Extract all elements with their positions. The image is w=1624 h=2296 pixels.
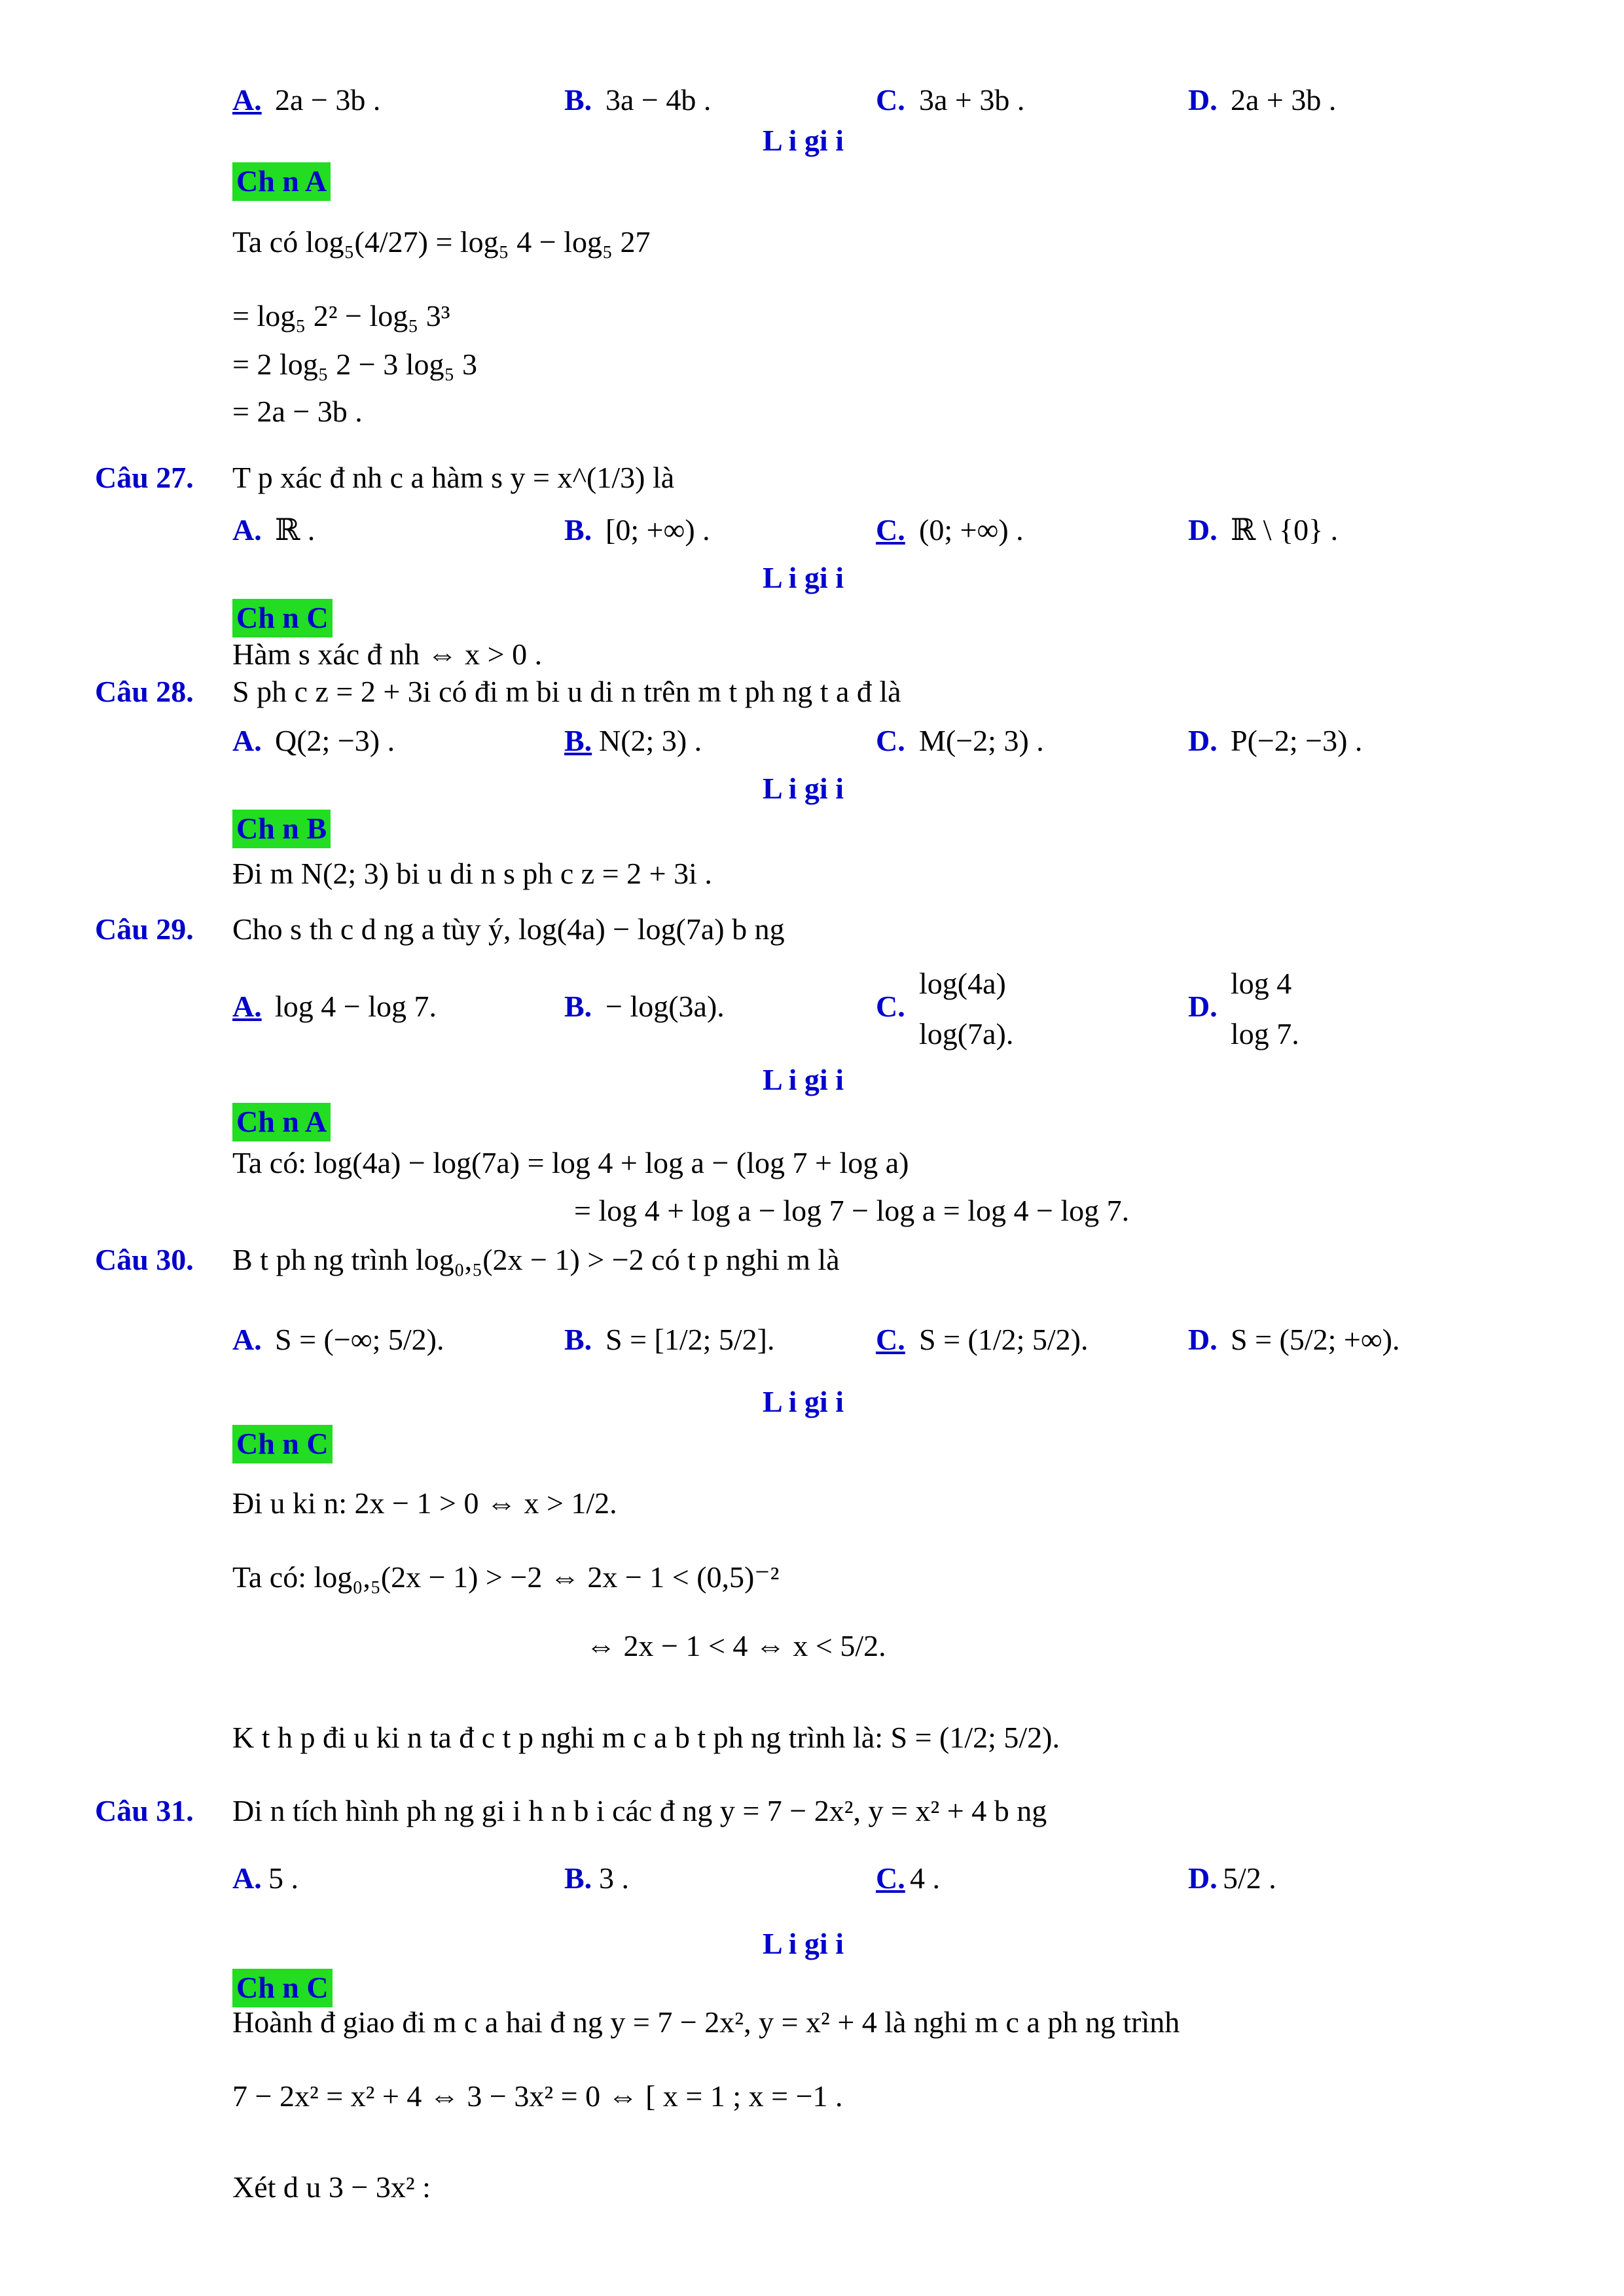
text-block-20: C. [876,513,905,547]
text-block-35: D. [1188,724,1218,757]
text-block-63: S = (1/2; 5/2). [919,1323,1089,1356]
text-block-17: ℝ . [275,513,316,547]
text-block-85: 7 − 2x² = x² + 4 ⇔ 3 − 3x² = 0 ⇔ [ x = 1 ; x = −1 . [232,2079,843,2113]
text-block-29: A. [232,724,262,757]
text-block-26: Hàm s xác đ nh ⇔ x > 0 . [232,637,543,671]
text-block-16: A. [232,513,262,547]
text-block-61: S = [1/2; 5/2]. [605,1323,775,1356]
text-block-30: Q(2; −3) . [275,724,395,757]
text-block-22: D. [1188,513,1218,547]
text-block-78: C. [876,1861,905,1895]
text-block-8: L i gi i [763,124,844,157]
text-block-50: log 4 [1231,967,1292,1000]
text-block-49: D. [1188,990,1218,1023]
text-block-56: Câu 30. [95,1243,194,1276]
text-block-48: log(7a). [919,1017,1014,1050]
text-block-60: B. [564,1323,592,1356]
text-block-32: N(2; 3) . [599,724,702,757]
text-block-84: Hoành đ giao đi m c a hai đ ng y = 7 − 2x², y = x² + 4 là nghi m c a ph ng trình [232,2005,1180,2039]
text-block-15: T p xác đ nh c a hàm s y = x^(1/3) là [232,461,675,494]
text-block-59: S = (−∞; 5/2). [275,1323,444,1356]
text-block-82: L i gi i [763,1927,844,1960]
text-block-39: Đi m N(2; 3) bi u di n s ph c z = 2 + 3i . [232,857,712,890]
text-block-18: B. [564,513,592,547]
text-block-81: 5/2 . [1223,1861,1276,1895]
text-block-6: D. [1188,83,1218,117]
text-block-86: Xét d u 3 − 3x² : [232,2170,431,2204]
text-block-4: C. [876,83,905,117]
text-block-25: Ch n C [232,599,333,637]
text-block-2: B. [564,83,592,117]
text-block-80: D. [1188,1861,1218,1895]
text-block-28: S ph c z = 2 + 3i có đi m bi u di n trên m t ph ng t a đ là [232,675,901,708]
text-block-58: A. [232,1323,262,1356]
text-block-31: B. [564,724,592,757]
text-block-9: Ch n A [232,162,331,201]
text-block-21: (0; +∞) . [919,513,1024,547]
text-block-77: 3 . [599,1861,629,1895]
text-block-23: ℝ \ {0} . [1231,513,1339,547]
text-block-71: K t h p đi u ki n ta đ c t p nghi m c a b t ph ng trình là: S = (1/2; 5/2). [232,1721,1060,1754]
text-block-57: B t ph ng trình log₀,₅(2x − 1) > −2 có t p nghi m là [232,1243,840,1276]
text-block-27: Câu 28. [95,675,194,708]
text-block-65: S = (5/2; +∞). [1231,1323,1400,1356]
text-block-66: L i gi i [763,1385,844,1418]
text-block-72: Câu 31. [95,1794,194,1827]
text-block-33: C. [876,724,905,757]
text-block-51: log 7. [1231,1017,1299,1050]
text-block-38: Ch n B [232,810,331,848]
text-block-46: C. [876,990,905,1023]
text-block-83: Ch n C [232,1969,333,2007]
text-block-14: Câu 27. [95,461,194,494]
text-block-75: 5 . [268,1861,298,1895]
text-block-12: = 2 log₅ 2 − 3 log₅ 3 [232,348,478,381]
text-block-64: D. [1188,1323,1218,1356]
text-block-53: Ch n A [232,1103,331,1141]
text-block-10: Ta có log₅(4/27) = log₅ 4 − log₅ 27 [232,225,651,259]
text-block-70: ⇔ 2x − 1 < 4 ⇔ x < 5/2. [586,1629,886,1662]
text-block-36: P(−2; −3) . [1231,724,1363,757]
text-block-37: L i gi i [763,772,844,805]
text-block-76: B. [564,1861,592,1895]
text-block-19: [0; +∞) . [605,513,710,547]
text-block-47: log(4a) [919,967,1006,1000]
text-block-55: = log 4 + log a − log 7 − log a = log 4 − log 7. [574,1194,1130,1227]
text-block-5: 3a + 3b . [919,83,1025,117]
text-block-73: Di n tích hình ph ng gi i h n b i các đ ng y = 7 − 2x², y = x² + 4 b ng [232,1794,1047,1827]
text-block-3: 3a − 4b . [605,83,712,117]
text-block-52: L i gi i [763,1063,844,1096]
text-block-7: 2a + 3b . [1231,83,1337,117]
text-block-1: 2a − 3b . [275,83,381,117]
text-block-69: Ta có: log₀,₅(2x − 1) > −2 ⇔ 2x − 1 < (0,5)⁻² [232,1560,780,1594]
text-block-44: B. [564,990,592,1023]
text-block-24: L i gi i [763,561,844,594]
text-block-42: A. [232,990,262,1023]
text-block-34: M(−2; 3) . [919,724,1044,757]
text-block-43: log 4 − log 7. [275,990,437,1023]
text-block-45: − log(3a). [605,990,725,1023]
text-block-41: Cho s th c d ng a tùy ý, log(4a) − log(7a) b ng [232,912,785,946]
text-block-74: A. [232,1861,262,1895]
text-block-68: Đi u ki n: 2x − 1 > 0 ⇔ x > 1/2. [232,1486,617,1520]
text-block-79: 4 . [910,1861,940,1895]
text-block-0: A. [232,83,262,117]
text-block-40: Câu 29. [95,912,194,946]
text-block-13: = 2a − 3b . [232,395,363,428]
text-block-67: Ch n C [232,1425,333,1463]
text-block-62: C. [876,1323,905,1356]
text-block-11: = log₅ 2² − log₅ 3³ [232,299,450,332]
text-block-54: Ta có: log(4a) − log(7a) = log 4 + log a − (log 7 + log a) [232,1146,909,1179]
